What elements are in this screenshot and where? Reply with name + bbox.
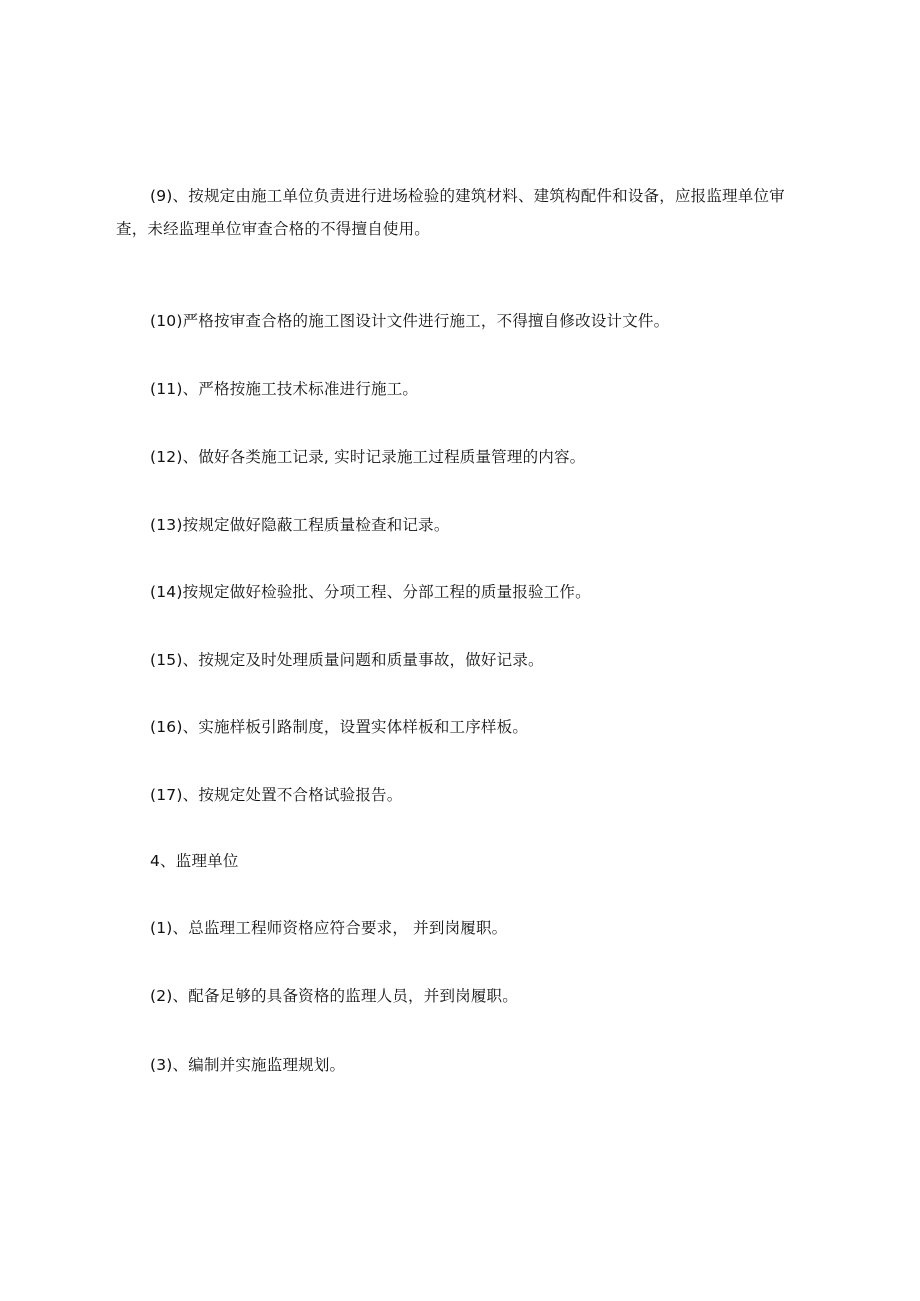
paragraph-item-2: (2)、配备足够的具备资格的监理人员，并到岗履职。 bbox=[150, 987, 518, 1005]
paragraph-item-13: (13)按规定做好隐蔽工程质量检查和记录。 bbox=[150, 516, 450, 534]
paragraph-item-16: (16)、实施样板引路制度，设置实体样板和工序样板。 bbox=[150, 718, 529, 736]
paragraph-item-15: (15)、按规定及时处理质量问题和质量事故，做好记录。 bbox=[150, 651, 544, 669]
paragraph-item-14: (14)按规定做好检验批、分项工程、分部工程的质量报验工作。 bbox=[150, 583, 591, 601]
paragraph-item-11: (11)、严格按施工技术标准进行施工。 bbox=[150, 380, 419, 398]
paragraph-item-10: (10)严格按审查合格的施工图设计文件进行施工，不得擅自修改设计文件。 bbox=[150, 312, 670, 330]
paragraph-item-3: (3)、编制并实施监理规划。 bbox=[150, 1056, 346, 1074]
section-heading: 4、监理单位 bbox=[150, 852, 239, 870]
paragraph-item-1: (1)、总监理工程师资格应符合要求， 并到岗履职。 bbox=[150, 919, 508, 937]
paragraph-item-9: (9)、按规定由施工单位负责进行进场检验的建筑材料、建筑构配件和设备，应报监理单位审查，未经监理单位审查合格的不得擅自使用。 bbox=[116, 187, 785, 238]
paragraph-item-17: (17)、按规定处置不合格试验报告。 bbox=[150, 786, 403, 804]
paragraph-item-12: (12)、做好各类施工记录, 实时记录施工过程质量管理的内容。 bbox=[150, 448, 586, 466]
